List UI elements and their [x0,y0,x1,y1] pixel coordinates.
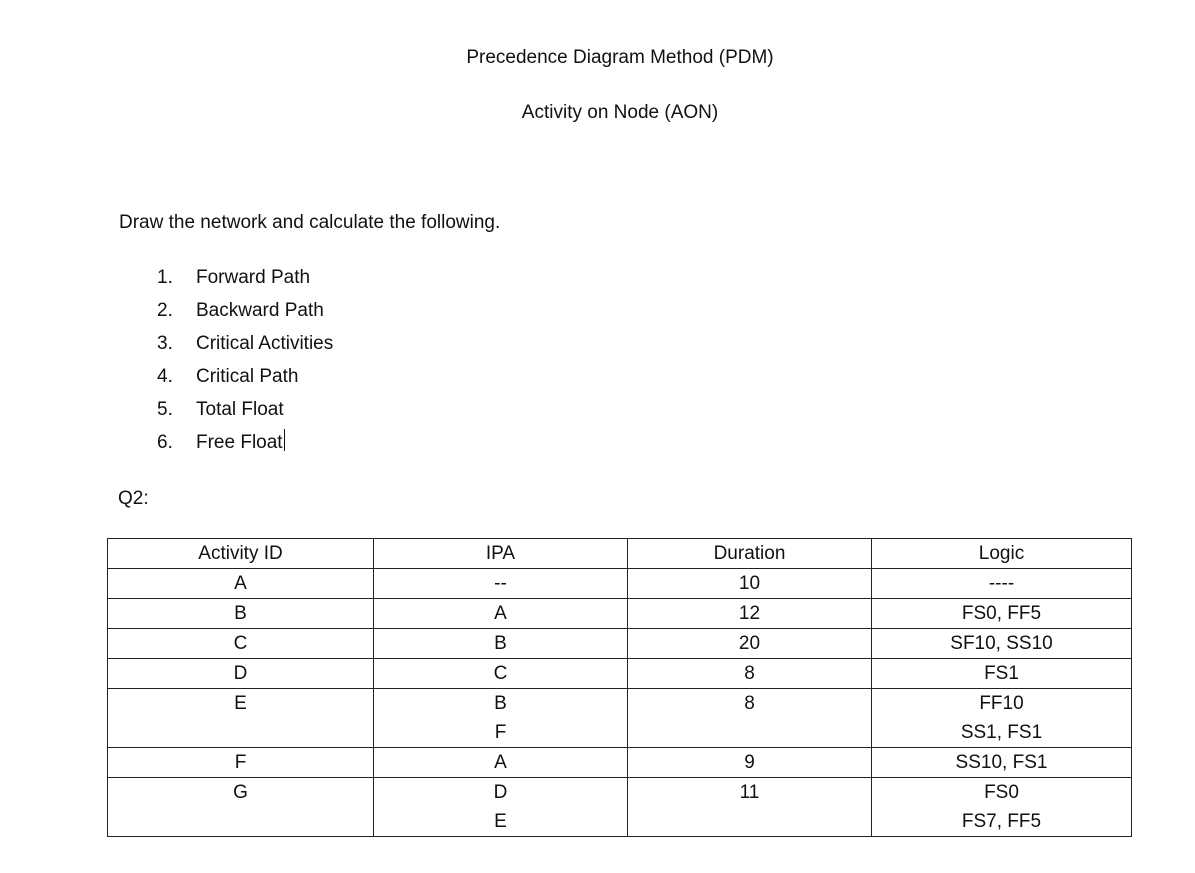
task-label: Free Float [196,432,283,453]
cell-logic: FF10 [979,693,1024,714]
cell-duration: 8 [744,693,755,714]
task-list [157,264,333,462]
cell-logic: ---- [988,573,1015,594]
task-label: Total Float [196,399,284,420]
cell-logic: FS0, FF5 [961,603,1042,624]
cell-ipa: C [493,663,508,684]
task-number: 2. [157,300,173,321]
cell-activity-id: C [233,633,248,654]
cell-duration: 20 [738,633,761,654]
instruction-text: Draw the network and calculate the following. [119,212,501,233]
cell-activity-id: E [234,693,247,714]
header-activity-id: Activity ID [108,539,374,569]
task-label: Critical Path [196,366,299,387]
table-row [108,689,1132,748]
text-cursor [284,429,285,451]
cell-duration: 11 [739,782,760,803]
header-duration: Duration [628,539,872,569]
table-row [108,569,1132,599]
cell-ipa: B [494,693,507,714]
table-row [108,629,1132,659]
task-list-item [157,297,333,330]
table-header-row [108,539,1132,569]
task-label: Critical Activities [196,333,334,354]
cell-ipa: B [494,633,507,654]
task-list-item [157,363,333,396]
cell-activity-id: A [234,573,247,594]
cell-duration: 8 [744,663,755,684]
table-row [108,748,1132,778]
cell-ipa: F [494,722,507,743]
cell-activity-id: B [234,603,247,624]
cell-logic: SS1, FS1 [960,722,1043,743]
task-list-item [157,429,333,462]
cell-ipa: A [494,603,507,624]
cell-ipa: E [494,811,507,832]
task-number: 1. [157,267,173,288]
cell-duration: 10 [738,573,761,594]
cell-logic: FS0 [984,782,1019,803]
document-title: Precedence Diagram Method (PDM) [466,47,774,68]
cell-logic: FS1 [984,663,1019,684]
question-label: Q2: [118,488,149,509]
cell-duration: 12 [738,603,761,624]
task-number: 3. [157,333,173,354]
header-ipa: IPA [374,539,628,569]
task-number: 5. [157,399,173,420]
cell-duration: 9 [744,752,755,773]
task-number: 4. [157,366,173,387]
task-label: Backward Path [196,300,324,321]
table-row [108,659,1132,689]
task-label: Forward Path [196,267,311,288]
cell-activity-id: D [233,663,248,684]
cell-ipa: D [493,782,508,803]
header-logic: Logic [872,539,1132,569]
task-list-item [157,396,333,429]
task-number: 6. [157,432,173,453]
cell-ipa: A [494,752,507,773]
table-row [108,778,1132,837]
cell-activity-id: F [234,752,247,773]
task-list-item [157,330,333,363]
cell-activity-id: G [233,782,248,803]
task-list-item [157,264,333,297]
cell-ipa: -- [494,573,507,594]
cell-logic: FS7, FF5 [961,811,1042,832]
document-subtitle: Activity on Node (AON) [521,102,719,123]
table-row [108,599,1132,629]
activity-table [107,538,1132,837]
cell-logic: SS10, FS1 [955,752,1048,773]
cell-logic: SF10, SS10 [950,633,1053,654]
